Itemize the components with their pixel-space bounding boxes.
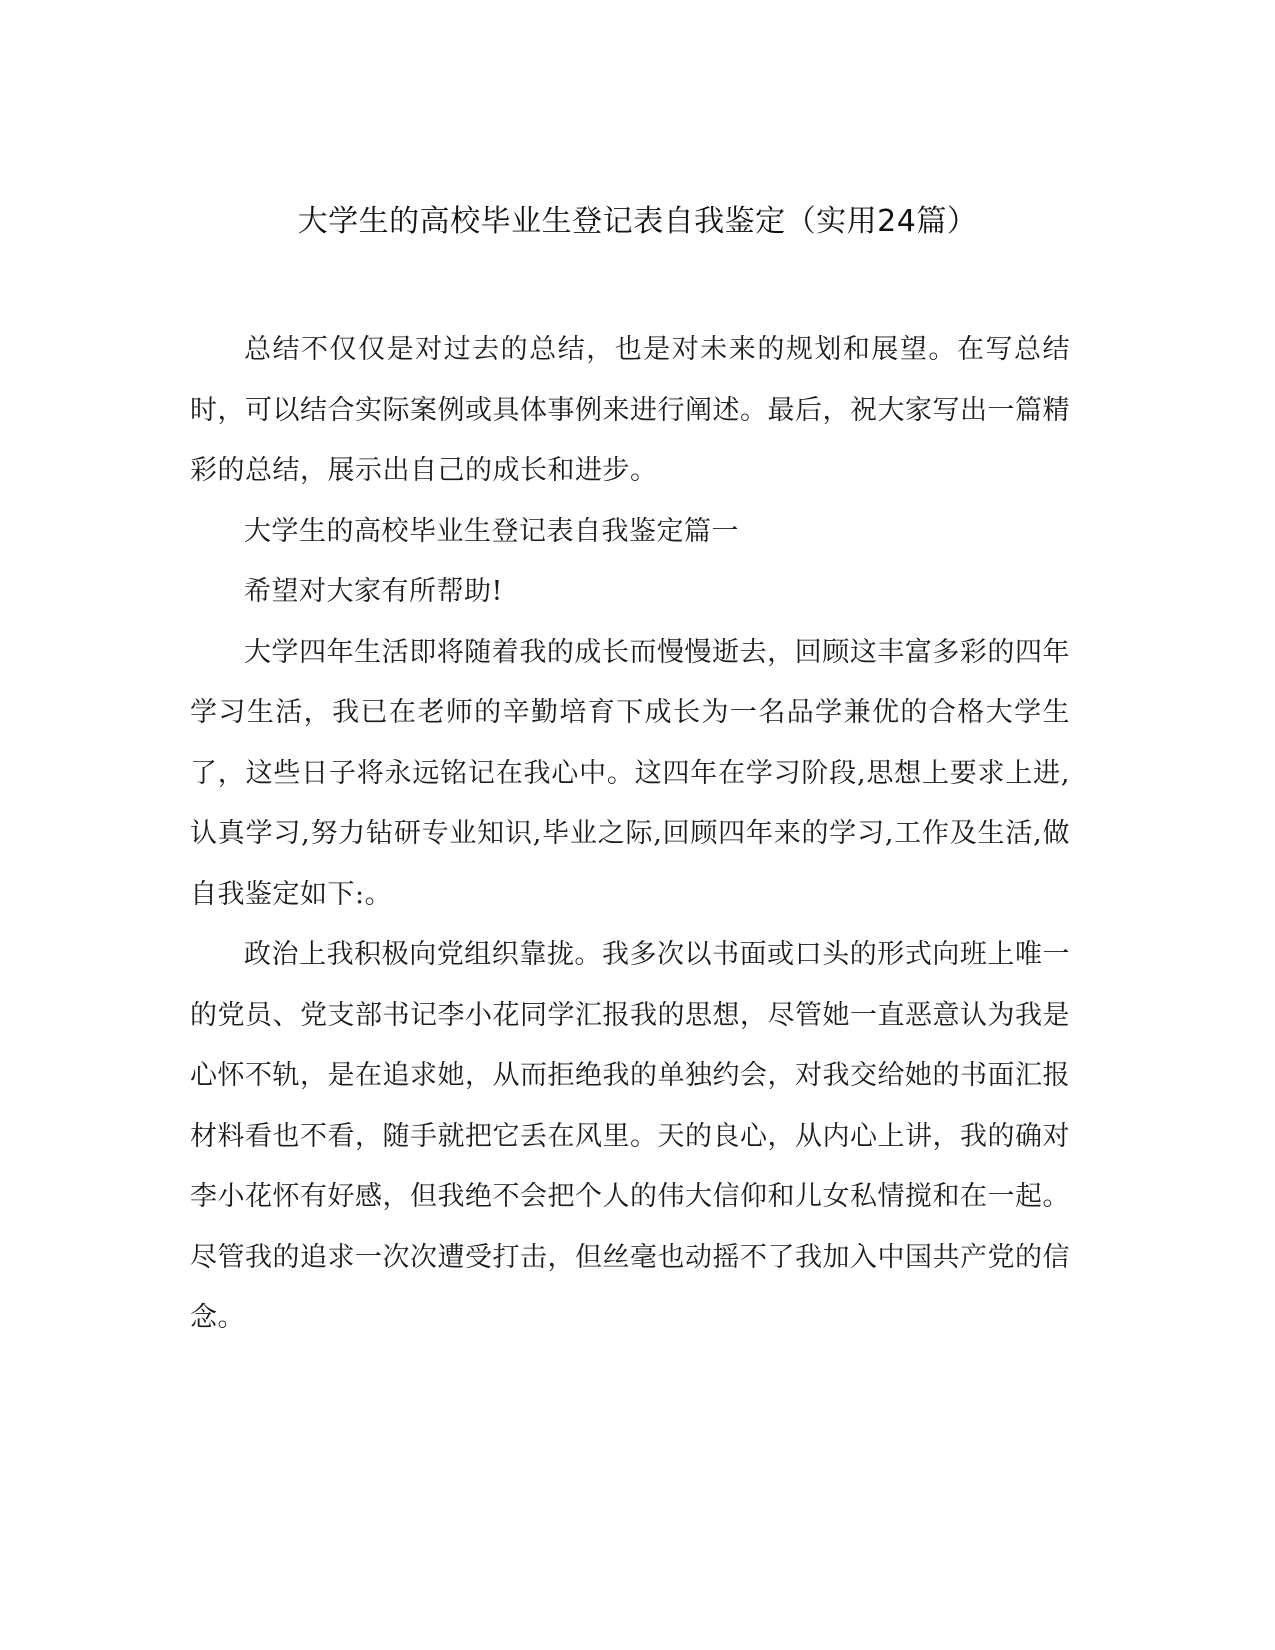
section-heading: 大学生的高校毕业生登记表自我鉴定篇一: [244, 515, 739, 547]
body-paragraph: 政治上我积极向党组织靠拢。我多次以书面或口头的形式向班上唯一的党员、党支部书记李小花同学汇报我的思想，尽管她一直恶意认为我是心怀不轨，是在追求她，从而拒绝我的单独约会，对我交给她的书面汇报材料看也不看，随手就把它丢在风里。天的良心，从内心上讲，我的确对李小花怀有好感，但我绝不会把个人的伟大信仰和儿女私情搅和在一起。尽管我的追求一次次遭受打击，但丝毫也动摇不了我加入中国共产党的信念。: [190, 939, 1070, 1333]
document-title: 大学生的高校毕业生登记表自我鉴定（实用24篇）: [297, 204, 978, 239]
wish-line: 希望对大家有所帮助!: [244, 576, 503, 607]
intro-paragraph: 总结不仅仅是对过去的总结，也是对未来的规划和展望。在写总结时，可以结合实际案例或具体事例来进行阐述。最后，祝大家写出一篇精彩的总结，展示出自己的成长和进步。: [190, 334, 1070, 486]
body-paragraph: 大学四年生活即将随着我的成长而慢慢逝去，回顾这丰富多彩的四年学习生活，我已在老师的辛勤培育下成长为一名品学兼优的合格大学生了，这些日子将永远铭记在我心中。这四年在学习阶段,思想上要求上进,认真学习,努力钻研专业知识,毕业之际,回顾四年来的学习,工作及生活,做自我鉴定如下:。: [190, 636, 1070, 910]
document-body: [190, 320, 1070, 1349]
